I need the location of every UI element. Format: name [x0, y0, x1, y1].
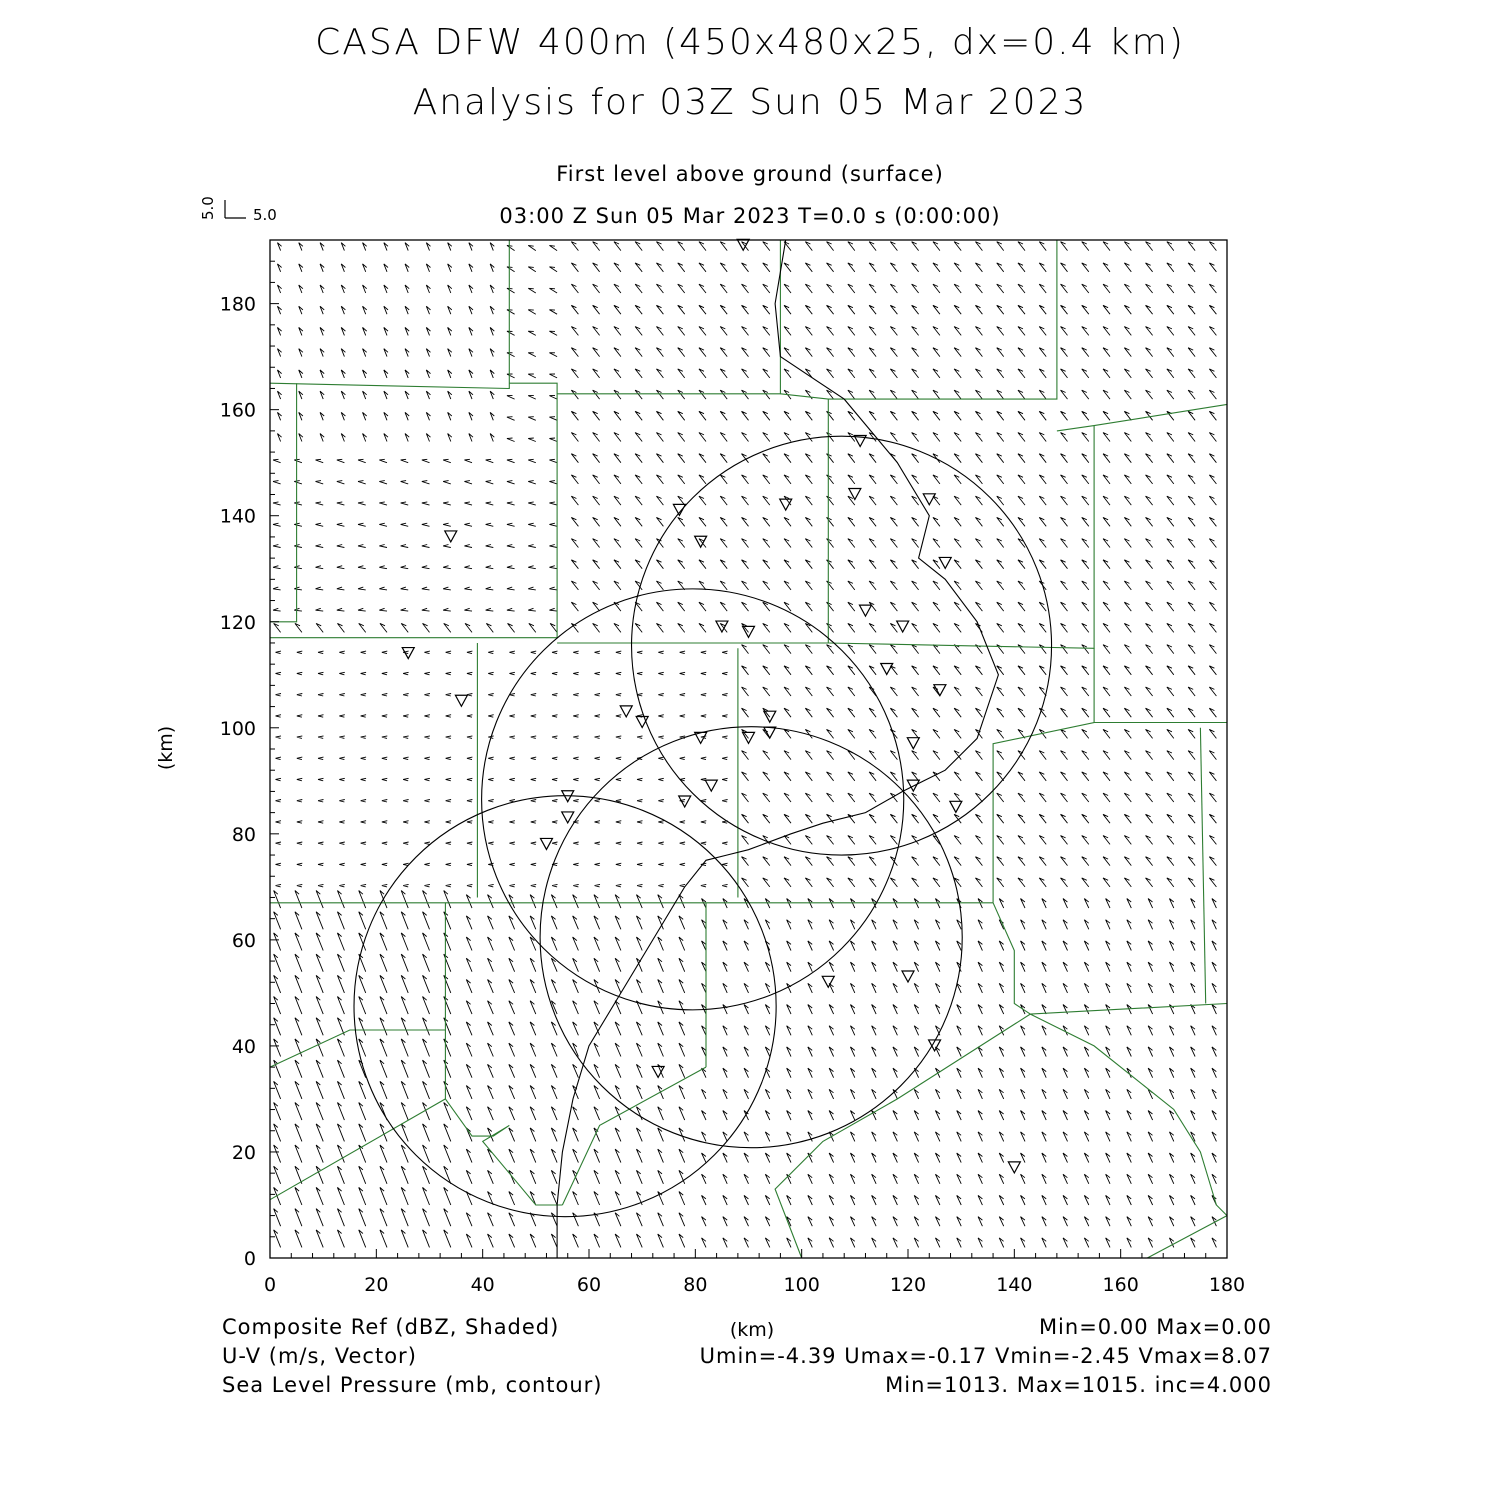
- range-ring: [540, 727, 962, 1148]
- x-tick-label: 160: [1102, 1274, 1139, 1296]
- radar-site-icon: [705, 780, 717, 791]
- range-ring: [632, 436, 1052, 855]
- county-line: [270, 240, 509, 389]
- x-tick-label: 0: [263, 1274, 277, 1296]
- radar-site-markers: [402, 239, 1020, 1173]
- x-tick-label: 120: [889, 1274, 927, 1296]
- y-tick-label: 160: [219, 399, 256, 422]
- footer-field-pressure: Sea Level Pressure (mb, contour): [222, 1373, 603, 1397]
- county-line: [780, 240, 1057, 399]
- plot-title-line1: CASA DFW 400m (450x480x25, dx=0.4 km): [315, 22, 1185, 63]
- x-axis-label: (km): [729, 1319, 775, 1341]
- radar-site-icon: [907, 738, 919, 749]
- county-line: [270, 383, 557, 638]
- radar-site-icon: [897, 621, 909, 632]
- county-line: [1200, 728, 1205, 1004]
- radar-range-rings: [354, 436, 1052, 1216]
- wind-vectors: [273, 242, 1216, 1248]
- radar-site-icon: [402, 648, 414, 659]
- y-tick-label: 120: [219, 611, 256, 634]
- footer-reflectivity-stats: Min=0.00 Max=0.00: [1038, 1315, 1272, 1339]
- y-tick-label: 40: [231, 1035, 256, 1058]
- x-tick-label: 180: [1208, 1274, 1246, 1296]
- y-tick-label: 20: [231, 1141, 256, 1164]
- y-tick-label: 180: [219, 293, 256, 316]
- range-ring: [482, 589, 904, 1010]
- county-line: [562, 1067, 706, 1205]
- county-line: [993, 903, 1227, 1014]
- vector-key-vertical-label: 5.0: [199, 196, 217, 220]
- y-tick-label: 100: [219, 717, 256, 740]
- x-tick-label: 140: [996, 1274, 1033, 1296]
- county-line: [775, 1014, 1030, 1258]
- county-line: [828, 426, 1094, 649]
- footer-pressure-stats: Min=1013. Max=1015. inc=4.000: [885, 1373, 1272, 1397]
- radar-site-icon: [859, 605, 871, 616]
- footer-wind-stats: Umin=-4.39 Umax=-0.17 Vmin=-2.45 Vmax=8.07: [699, 1344, 1272, 1368]
- county-line: [993, 648, 1094, 903]
- x-axis-ticks: [264, 1249, 1245, 1296]
- y-tick-label: 60: [231, 929, 256, 952]
- footer-field-wind: U-V (m/s, Vector): [222, 1344, 417, 1368]
- y-axis-label: (km): [155, 725, 177, 771]
- county-line: [1147, 1216, 1227, 1258]
- level-subtitle: First level above ground (surface): [556, 162, 944, 186]
- radar-site-icon: [679, 796, 691, 807]
- x-tick-label: 60: [576, 1274, 602, 1296]
- radar-site-icon: [562, 812, 574, 823]
- radar-site-icon: [620, 706, 632, 717]
- plot-title-line2: Analysis for 03Z Sun 05 Mar 2023: [412, 82, 1088, 123]
- x-tick-label: 40: [470, 1274, 495, 1296]
- county-line: [1057, 404, 1227, 431]
- radar-site-icon: [455, 695, 467, 706]
- radar-site-icon: [902, 971, 914, 982]
- y-tick-label: 80: [231, 823, 256, 846]
- radar-site-icon: [673, 504, 685, 515]
- x-tick-label: 100: [783, 1274, 820, 1296]
- radar-site-icon: [881, 663, 893, 674]
- radar-site-icon: [923, 494, 935, 505]
- valid-time-line: 03:00 Z Sun 05 Mar 2023 T=0.0 s (0:00:00): [499, 204, 1001, 228]
- radar-site-icon: [445, 531, 457, 542]
- y-tick-label: 140: [219, 505, 256, 528]
- vector-key: [199, 196, 277, 224]
- x-tick-label: 80: [683, 1274, 708, 1296]
- county-line: [445, 1099, 562, 1205]
- county-line: [557, 240, 780, 394]
- radar-site-icon: [950, 801, 962, 812]
- wind-vector-field: [273, 242, 1216, 1248]
- radar-site-icon: [780, 499, 792, 510]
- radar-site-icon: [1008, 1162, 1020, 1173]
- footer-field-reflectivity: Composite Ref (dBZ, Shaded): [222, 1315, 560, 1339]
- radar-site-icon: [939, 557, 951, 568]
- radar-site-icon: [540, 838, 552, 849]
- vector-key-horizontal-label: 5.0: [253, 206, 277, 224]
- x-tick-label: 20: [364, 1274, 389, 1296]
- y-tick-label: 0: [243, 1248, 256, 1270]
